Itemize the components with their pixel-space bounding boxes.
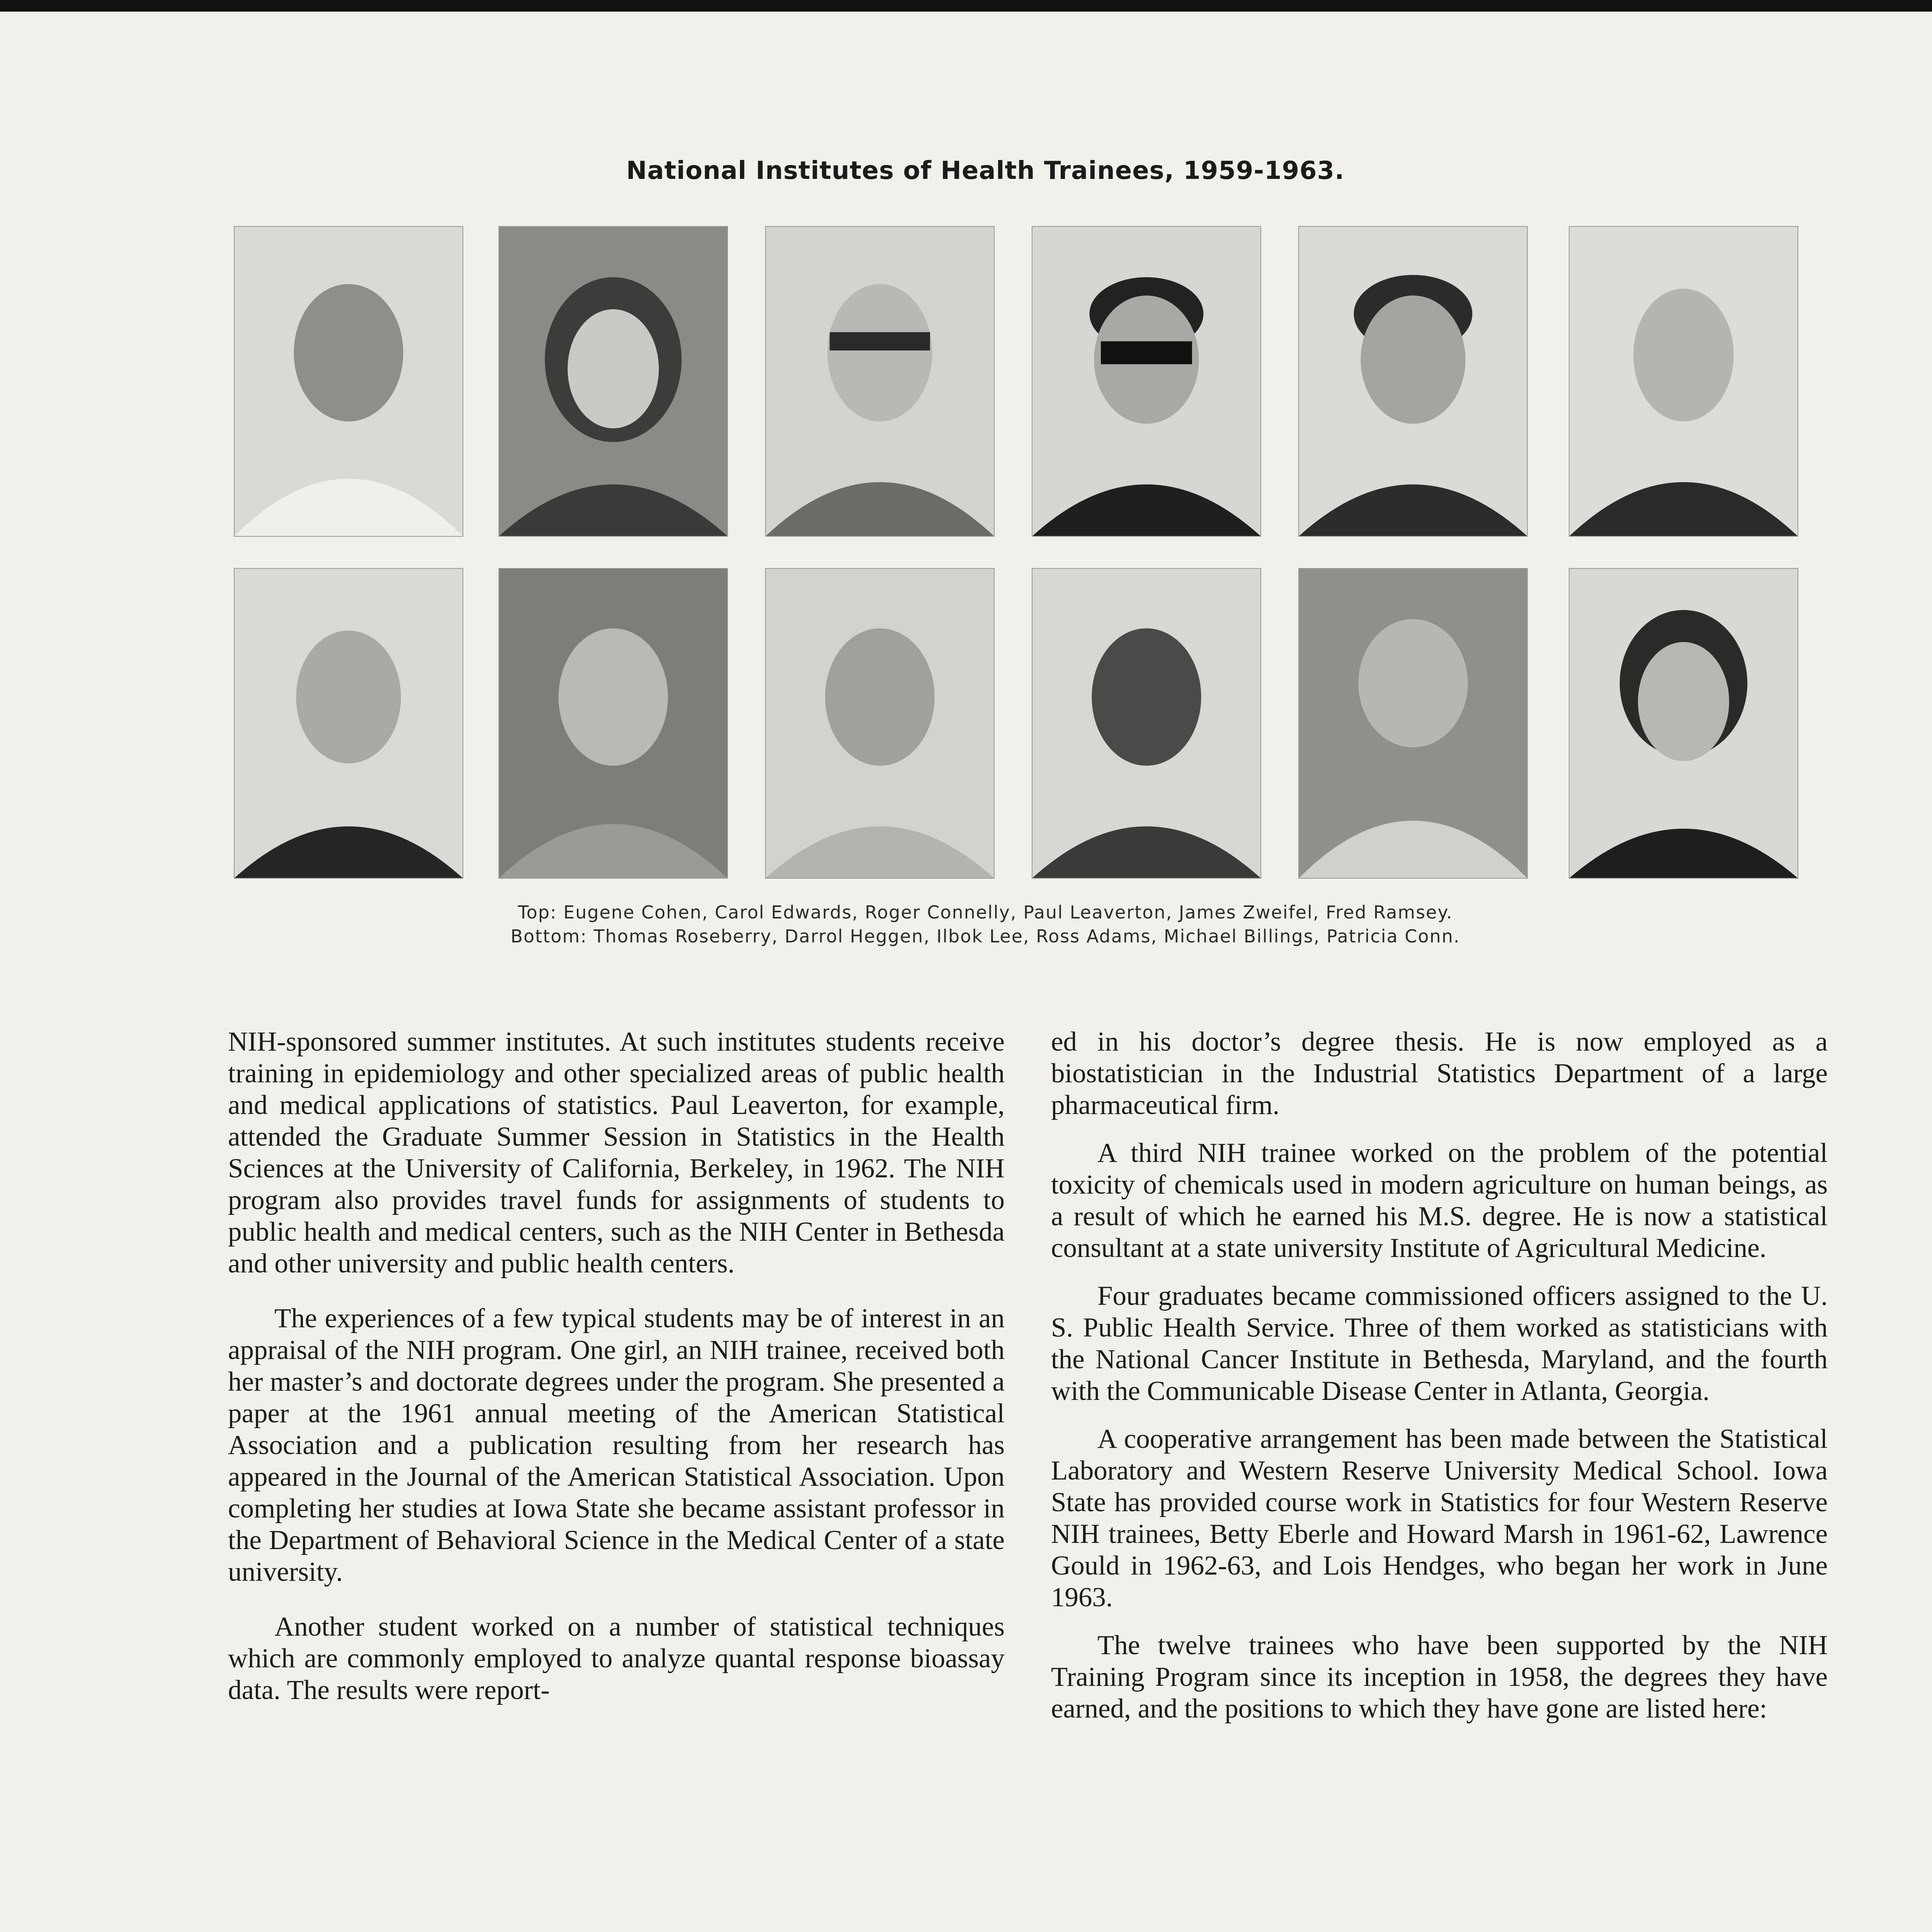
- right-paragraph-3: Four graduates became commissioned officers assigned to the U. S. Public Health Service. Three of them worked as statisticians with the National Cancer Institute in Bethesda, Maryland, and the fourth with the Communicable Disease Center in Atlanta, Georgia.: [1051, 1281, 1828, 1406]
- left-paragraph-2: The experiences of a few typical students may be of interest in an appraisal of the NIH program. One girl, an NIH trainee, received both her master’s and doctorate degrees under the program. She presented a paper at the 1961 annual meeting of the American Statistical Association and a publication resulting from her research has appeared in the Journal of the American Statistical Association. Upon completing her studies at Iowa State she became assistant professor in the Department of Behavioral Science in the Medical Center of a state university.: [228, 1303, 1005, 1587]
- right-paragraph-4: A cooperative arrangement has been made between the Statistical Laboratory and Western Reserve University Medical School. Iowa State has provided course work in Statistics for four Western Reserve NIH trainees, Betty Eberle and Howard Marsh in 1961-62, Lawrence Gould in 1962-63, and Lois Hendges, who began her work in June 1963.: [1051, 1424, 1828, 1612]
- left-paragraph-1: NIH-sponsored summer institutes. At such institutes students receive training in epidemiology and other specialized areas of public health and medical applications of statistics. Paul Leaverton, for example, attended the Graduate Summer Session in Statistics in the Health Sciences at the University of California, Berkeley, in 1962. The NIH program also provides travel funds for assignments of students to public health and medical centers, such as the NIH Center in Bethesda and other university and public health centers.: [228, 1027, 1005, 1279]
- portrait-thomas-roseberry: [234, 568, 463, 879]
- portrait-james-zweifel: [1298, 226, 1528, 537]
- photo-caption: [0, 900, 1932, 948]
- left-column: [228, 1026, 1005, 1706]
- left-paragraph-3: Another student worked on a number of statistical techniques which are commonly employed to analyze quantal response bioassay data. The results were report-: [228, 1612, 1005, 1705]
- portrait-fred-ramsey: [1569, 226, 1798, 537]
- portrait-eugene-cohen: [234, 226, 463, 537]
- portrait-ilbok-lee: [765, 568, 995, 879]
- right-paragraph-2: A third NIH trainee worked on the problem of the potential toxicity of chemicals used in modern agriculture on human beings, as a result of which he earned his M.S. degree. He is now a statistical consultant at a state university Institute of Agricultural Medicine.: [1051, 1138, 1828, 1263]
- right-column: [1051, 1026, 1828, 1725]
- portrait-michael-billings: [1298, 568, 1528, 879]
- caption-bottom: Bottom: Thomas Roseberry, Darrol Heggen, Ilbok Lee, Ross Adams, Michael Billings, Patricia Conn.: [510, 926, 1460, 947]
- page-title: National Institutes of Health Trainees, 1959-1963.: [626, 156, 1345, 185]
- right-paragraph-1: ed in his doctor’s degree thesis. He is now employed as a biostatistician in the Industrial Statistics Department of a large pharmaceutical firm.: [1051, 1027, 1828, 1120]
- portrait-ross-adams: [1032, 568, 1261, 879]
- top-edge: [0, 0, 1932, 12]
- right-paragraph-5: The twelve trainees who have been supported by the NIH Training Program since its inception in 1958, the degrees they have earned, and the positions to which they have gone are listed here:: [1051, 1630, 1828, 1724]
- caption-top: Top: Eugene Cohen, Carol Edwards, Roger Connelly, Paul Leaverton, James Zweifel, Fred Ramsey.: [518, 902, 1453, 923]
- portrait-roger-connelly: [765, 226, 995, 537]
- portrait-patricia-conn: [1569, 568, 1798, 879]
- portrait-paul-leaverton: [1032, 226, 1261, 537]
- portrait-carol-edwards: [498, 226, 728, 537]
- portrait-darrol-heggen: [498, 568, 728, 879]
